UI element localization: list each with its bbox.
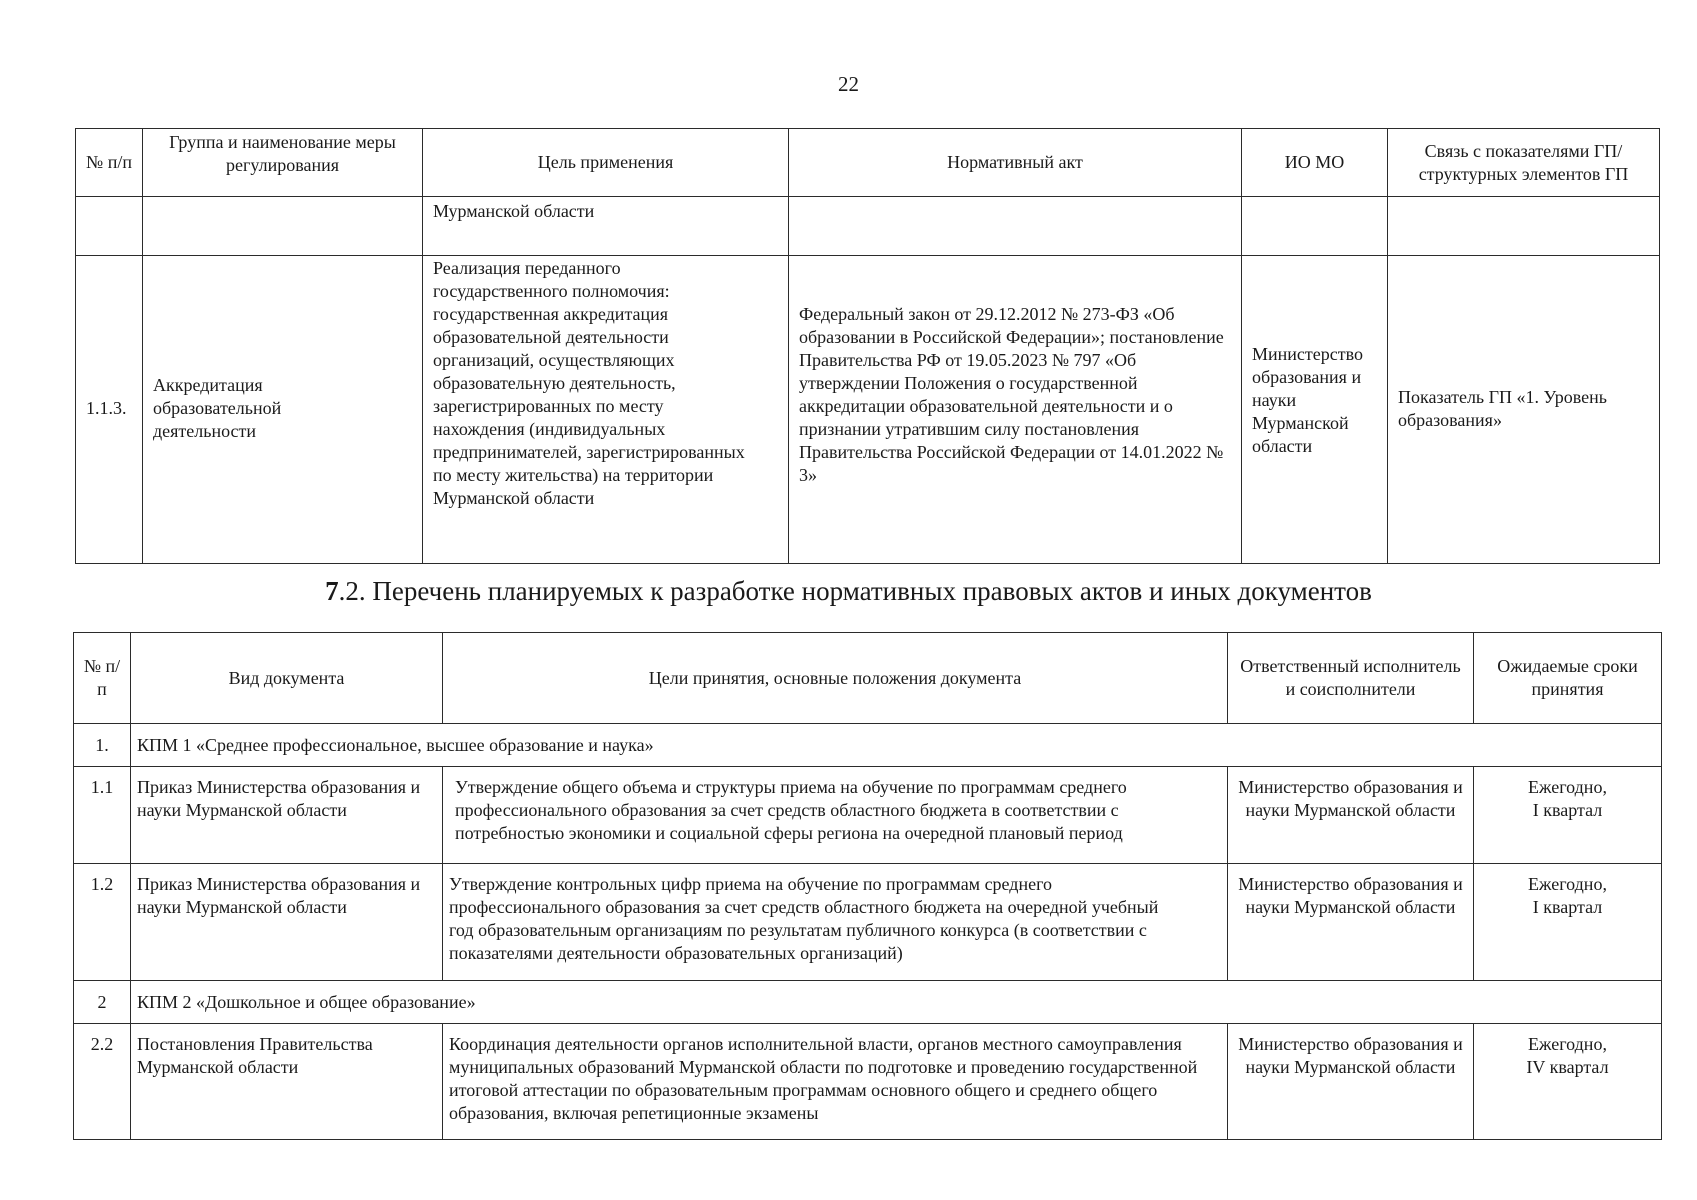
- cell-group: Аккредитация образовательной деятельности: [143, 256, 423, 564]
- header-link: Связь с показателями ГП/ структурных элементов ГП: [1388, 129, 1660, 197]
- cell-doc-type: Постановления Правительства Мурманской области: [131, 1024, 443, 1140]
- section-title: [0, 574, 1697, 608]
- table-row: [74, 1024, 1662, 1140]
- terms-frequency: Ежегодно,: [1528, 777, 1607, 797]
- table-row: [76, 197, 1660, 256]
- header-act: Нормативный акт: [789, 129, 1242, 197]
- cell-io: Министерство образования и науки Мурманской области: [1242, 256, 1388, 564]
- group-title: КПМ 1 «Среднее профессиональное, высшее образование и наука»: [131, 724, 1662, 767]
- cell-terms: [1474, 864, 1662, 981]
- cell-goals: Утверждение контрольных цифр приема на обучение по программам среднего профессионального образования за счет средств областного бюджета на очередной учебный год образовательным организациям по результатам публичного конкурса (в соответствии с показателями деятельности образовательных организаций): [443, 864, 1228, 981]
- terms-frequency: Ежегодно,: [1528, 1034, 1607, 1054]
- cell-num: 1.: [74, 724, 131, 767]
- terms-quarter: I квартал: [1532, 800, 1603, 820]
- cell-goals: Утверждение общего объема и структуры приема на обучение по программам среднего профессионального образования за счет средств областного бюджета в соответствии с потребностью экономики и социальной сферы региона на очередной плановый период: [443, 767, 1228, 864]
- regulation-measures-table: [75, 128, 1660, 564]
- group-row: [74, 981, 1662, 1024]
- cell-act: [789, 197, 1242, 256]
- cell-executor: Министерство образования и науки Мурманской области: [1228, 864, 1474, 981]
- section-number: 7: [325, 576, 339, 606]
- cell-goals: Координация деятельности органов исполнительной власти, органов местного самоуправления муниципальных образований Мурманской области по подготовке и проведению государственной итоговой аттестации по образовательным программам основного общего и среднего общего образования, включая репетиционные экзамены: [443, 1024, 1228, 1140]
- cell-group: [143, 197, 423, 256]
- cell-num: 1.2: [74, 864, 131, 981]
- cell-io: [1242, 197, 1388, 256]
- table-header-row: [74, 633, 1662, 724]
- cell-act: Федеральный закон от 29.12.2012 № 273-ФЗ «Об образовании в Российской Федерации»; постановление Правительства РФ от 19.05.2023 № 797 «Об утверждении Положения о государственной аккредитации образовательной деятельности и о признании утратившим силу постановления Правительства Российской Федерации от 14.01.2022 № 3»: [789, 256, 1242, 564]
- cell-executor: Министерство образования и науки Мурманской области: [1228, 767, 1474, 864]
- section-title-text: .2. Перечень планируемых к разработке нормативных правовых актов и иных документов: [338, 576, 1372, 606]
- header-executor: Ответственный исполнитель и соисполнители: [1228, 633, 1474, 724]
- terms-quarter: I квартал: [1532, 897, 1603, 917]
- group-row: [74, 724, 1662, 767]
- cell-num: 2.2: [74, 1024, 131, 1140]
- header-num: № п/п: [76, 129, 143, 197]
- table-row: [74, 767, 1662, 864]
- cell-doc-type: Приказ Министерства образования и науки Мурманской области: [131, 864, 443, 981]
- header-goal: Цель применения: [423, 129, 789, 197]
- group-title: КПМ 2 «Дошкольное и общее образование»: [131, 981, 1662, 1024]
- cell-terms: [1474, 1024, 1662, 1140]
- cell-link: [1388, 197, 1660, 256]
- cell-doc-type: Приказ Министерства образования и науки Мурманской области: [131, 767, 443, 864]
- header-goals: Цели принятия, основные положения документа: [443, 633, 1228, 724]
- table-row: [76, 256, 1660, 564]
- cell-num: 1.1: [74, 767, 131, 864]
- page-number: 22: [838, 72, 859, 96]
- cell-goal: Мурманской области: [423, 197, 789, 256]
- cell-terms: [1474, 767, 1662, 864]
- cell-num: [76, 197, 143, 256]
- planned-acts-table: [73, 632, 1662, 1140]
- cell-num: 1.1.3.: [76, 256, 143, 564]
- table-header-row: [76, 129, 1660, 197]
- cell-executor: Министерство образования и науки Мурманской области: [1228, 1024, 1474, 1140]
- terms-frequency: Ежегодно,: [1528, 874, 1607, 894]
- header-num: № п/п: [74, 633, 131, 724]
- cell-link: Показатель ГП «1. Уровень образования»: [1388, 256, 1660, 564]
- header-group: Группа и наименование меры регулирования: [143, 129, 423, 197]
- cell-goal: Реализация переданного государственного полномочия: государственная аккредитация образовательной деятельности организаций, осуществляющих образовательную деятельность, зарегистрированных по месту нахождения (индивидуальных предпринимателей, зарегистрированных по месту жительства) на территории Мурманской области: [423, 256, 789, 564]
- table-row: [74, 864, 1662, 981]
- header-doc-type: Вид документа: [131, 633, 443, 724]
- cell-num: 2: [74, 981, 131, 1024]
- header-io: ИО МО: [1242, 129, 1388, 197]
- header-terms: Ожидаемые сроки принятия: [1474, 633, 1662, 724]
- terms-quarter: IV квартал: [1526, 1057, 1609, 1077]
